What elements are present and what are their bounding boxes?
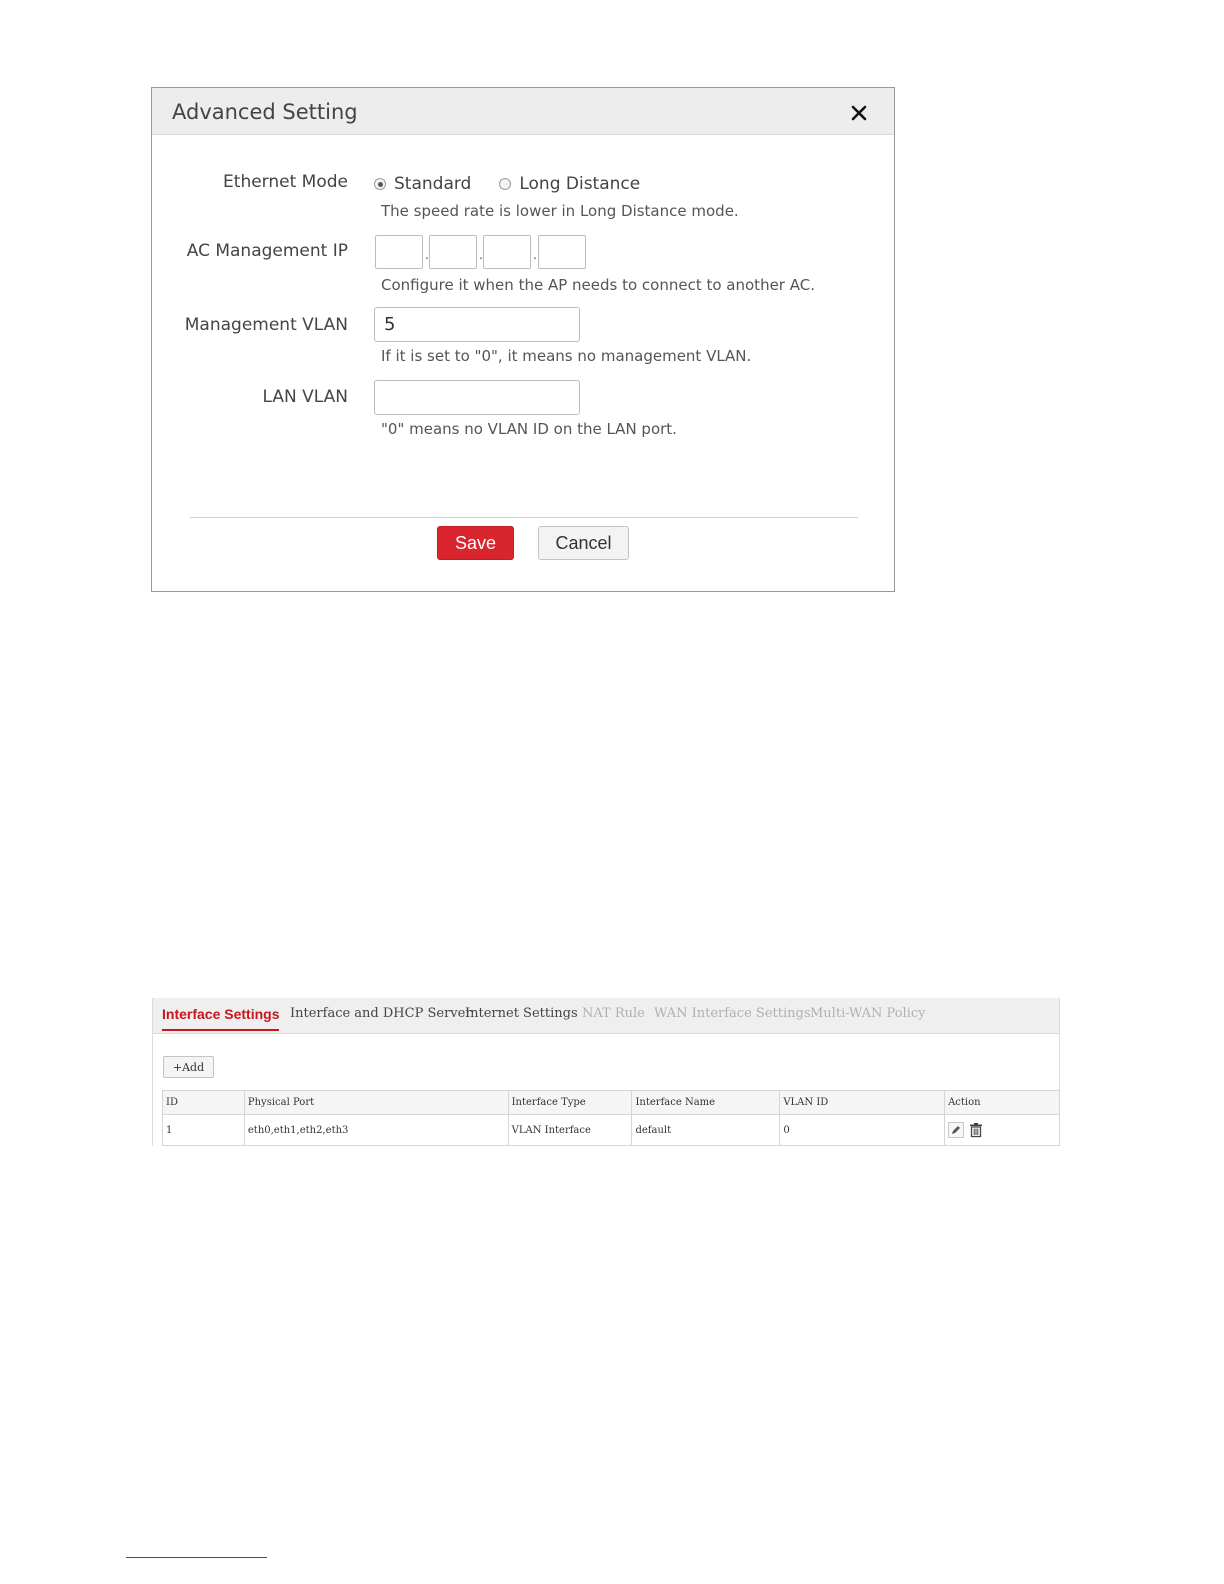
tab-nat-rule: NAT Rule — [582, 1006, 645, 1021]
ip-octet-4-input[interactable] — [538, 235, 586, 269]
dialog-divider — [190, 517, 858, 518]
advanced-setting-dialog — [151, 87, 895, 592]
cell-id: 1 — [163, 1115, 245, 1146]
tab-multi-wan-policy: Multi-WAN Policy — [810, 1006, 926, 1021]
ethernet-mode-radio-group — [374, 174, 668, 194]
ip-separator: . — [533, 246, 537, 262]
footer-link-underline — [126, 1557, 267, 1558]
table-header-row — [163, 1091, 1060, 1115]
lan-vlan-input[interactable] — [374, 380, 580, 415]
management-vlan-label: Management VLAN — [184, 315, 348, 335]
cell-physical-port: eth0,eth1,eth2,eth3 — [244, 1115, 508, 1146]
cell-interface-type: VLAN Interface — [508, 1115, 632, 1146]
interface-settings-panel — [152, 998, 1060, 1146]
column-header-interface-name: Interface Name — [632, 1091, 780, 1115]
ip-separator: . — [425, 246, 429, 262]
cell-interface-name: default — [632, 1115, 780, 1146]
column-header-interface-type: Interface Type — [508, 1091, 632, 1115]
column-header-vlan-id: VLAN ID — [780, 1091, 945, 1115]
tab-wan-interface-settings: WAN Interface Settings — [654, 1006, 811, 1021]
ac-management-ip-label: AC Management IP — [186, 241, 348, 261]
cell-vlan-id: 0 — [780, 1115, 945, 1146]
radio-standard-label: Standard — [394, 174, 472, 194]
ip-separator: . — [479, 246, 483, 262]
tab-bar — [153, 998, 1059, 1034]
table-row — [163, 1115, 1060, 1146]
radio-long-distance-label: Long Distance — [519, 174, 641, 194]
lan-vlan-hint: "0" means no VLAN ID on the LAN port. — [381, 420, 677, 438]
radio-checked-icon[interactable] — [374, 178, 386, 190]
ip-octet-1-input[interactable] — [375, 235, 423, 269]
cell-action — [945, 1115, 1060, 1146]
cancel-button[interactable]: Cancel — [538, 526, 629, 560]
delete-icon[interactable] — [968, 1122, 984, 1138]
ip-octet-3-input[interactable] — [483, 235, 531, 269]
column-header-action: Action — [945, 1091, 1060, 1115]
radio-unchecked-icon[interactable] — [499, 178, 511, 190]
dialog-title: Advanced Setting — [172, 100, 358, 124]
tab-interface-dhcp-server[interactable]: Interface and DHCP Server — [290, 1006, 472, 1021]
tab-interface-settings[interactable]: Interface Settings — [162, 1006, 280, 1022]
management-vlan-hint: If it is set to "0", it means no management VLAN. — [381, 347, 752, 365]
column-header-physical-port: Physical Port — [244, 1091, 508, 1115]
dialog-header — [152, 88, 894, 135]
tab-internet-settings[interactable]: Internet Settings — [465, 1006, 578, 1021]
radio-standard[interactable] — [374, 174, 471, 194]
management-vlan-input[interactable] — [374, 307, 580, 342]
close-icon[interactable] — [850, 104, 868, 122]
edit-icon[interactable] — [948, 1122, 964, 1138]
ip-octet-2-input[interactable] — [429, 235, 477, 269]
lan-vlan-label: LAN VLAN — [262, 387, 348, 407]
interface-table — [162, 1090, 1060, 1146]
save-button[interactable]: Save — [437, 526, 514, 560]
ethernet-mode-label: Ethernet Mode — [223, 172, 348, 192]
radio-long-distance[interactable] — [499, 174, 640, 194]
ac-management-ip-hint: Configure it when the AP needs to connect to another AC. — [381, 276, 815, 294]
ethernet-mode-hint: The speed rate is lower in Long Distance mode. — [381, 202, 739, 220]
add-button[interactable]: +Add — [163, 1056, 214, 1078]
column-header-id: ID — [163, 1091, 245, 1115]
